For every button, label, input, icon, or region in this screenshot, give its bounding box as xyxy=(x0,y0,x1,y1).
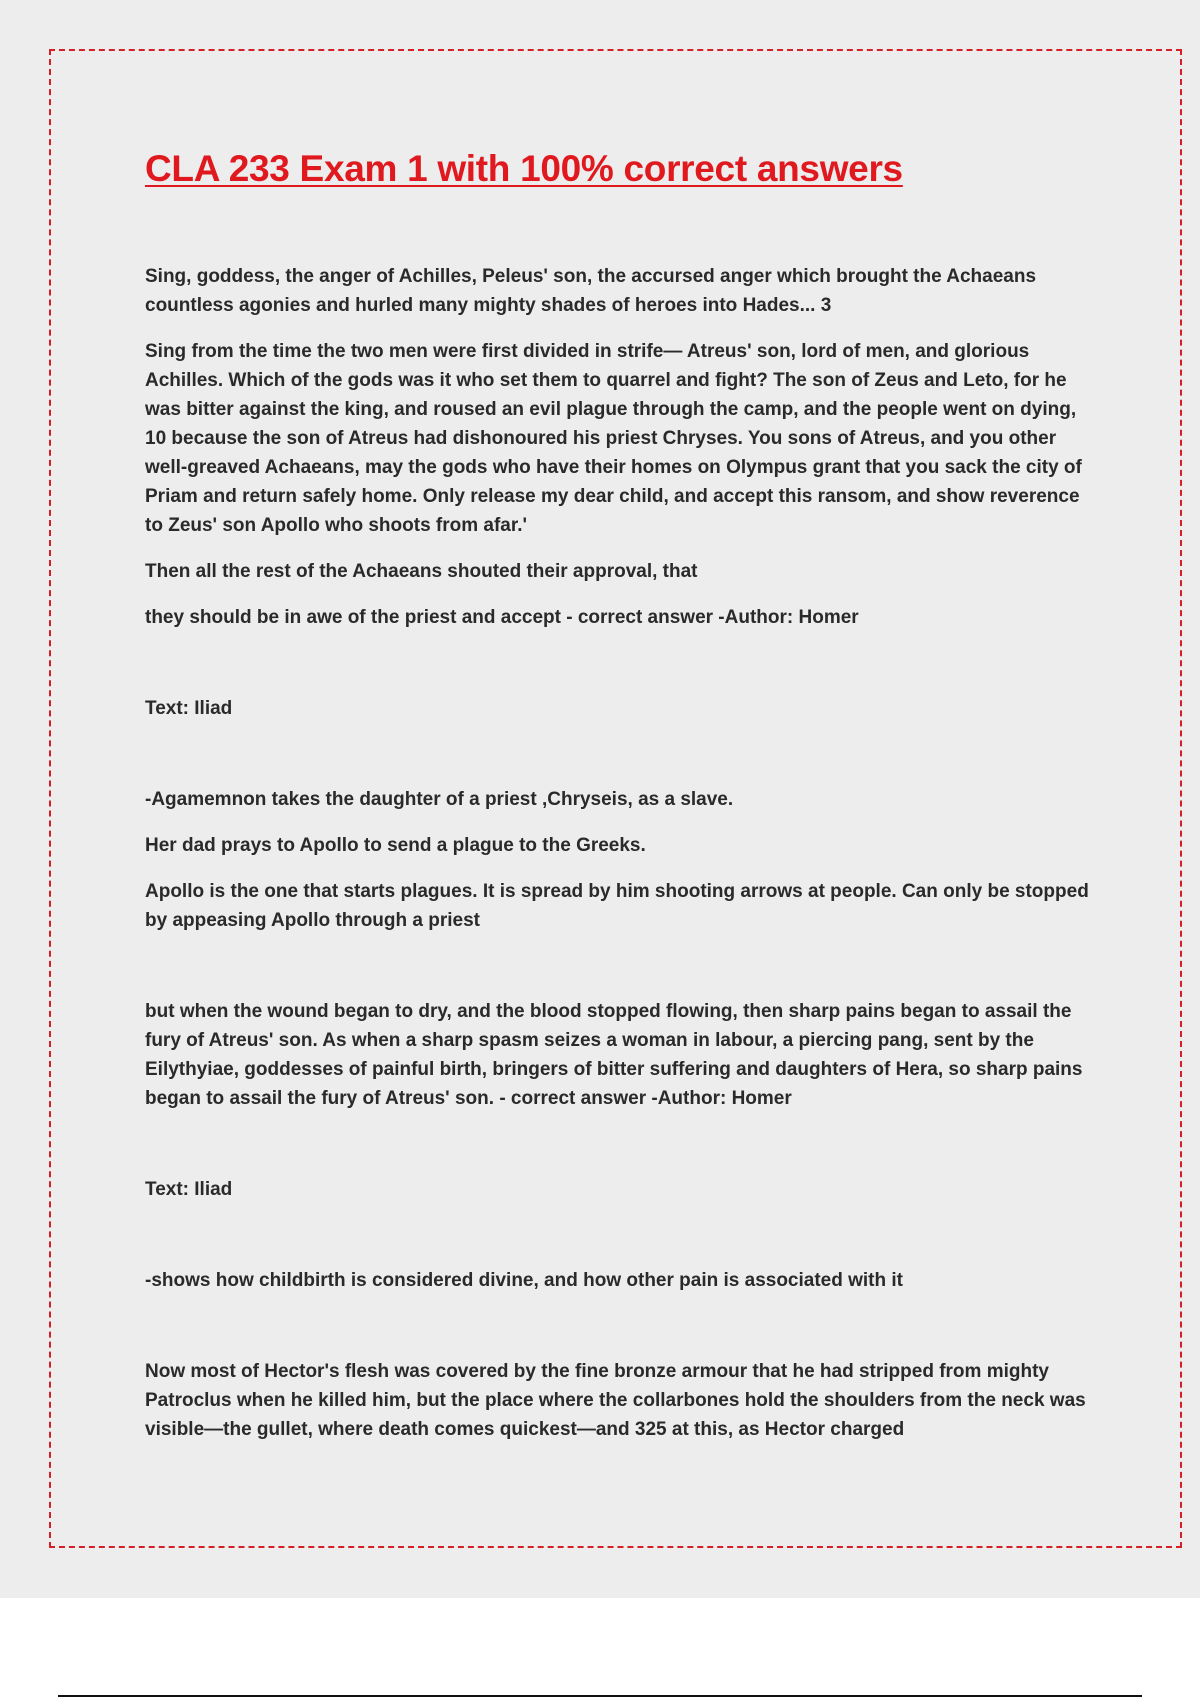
footer-rule xyxy=(58,1695,1142,1697)
paragraph-apollo-plagues-note: Apollo is the one that starts plagues. It is spread by him shooting arrows at people. Can only be stopped by appeasing Apollo through a priest xyxy=(145,881,1089,931)
paragraph-hector-passage: Now most of Hector's flesh was covered by the fine bronze armour that he had stripped from mighty Patroclus when he killed him, but the place where the collarbones hold the shoulders from the neck was visible—the gullet, where death comes quickest—and 325 at this, as Hector charged xyxy=(145,1361,1086,1440)
document-body xyxy=(145,262,1095,1461)
paragraph-childbirth-note: -shows how childbirth is considered divine, and how other pain is associated with it xyxy=(145,1270,903,1291)
paragraph-text-iliad-1: Text: Iliad xyxy=(145,698,233,719)
paragraph-answer-author-1: they should be in awe of the priest and accept - correct answer -Author: Homer xyxy=(145,607,859,628)
paragraph-wound-passage: but when the wound began to dry, and the blood stopped flowing, then sharp pains began to assail the fury of Atreus' son. As when a sharp spasm seizes a woman in labour, a piercing pang, sent by the Eilythyiae, goddesses of painful birth, bringers of bitter suffering and daughters of Hera, so sharp pains began to assail the fury of Atreus' son. - correct answer -Author: Homer xyxy=(145,1001,1083,1109)
paragraph-text-iliad-2: Text: Iliad xyxy=(145,1179,233,1200)
paragraph-iliad-quarrel: Sing from the time the two men were first divided in strife— Atreus' son, lord of men, and glorious Achilles. Which of the gods was it who set them to quarrel and fight? The son of Zeus and Leto, for he was bitter against the king, and roused an evil plague through the camp, and the people went on dying, 10 because the son of Atreus had dishonoured his priest Chryses. You sons of Atreus, and you other well-greaved Achaeans, may the gods who have their homes on Olympus grant that you sack the city of Priam and return safely home. Only release my dear child, and accept this ransom, and show reverence to Zeus' son Apollo who shoots from afar.' xyxy=(145,341,1082,536)
paragraph-achaeans-approval: Then all the rest of the Achaeans shouted their approval, that xyxy=(145,561,698,582)
paragraph-dad-prays-note: Her dad prays to Apollo to send a plague to the Greeks. xyxy=(145,835,646,856)
paragraph-agamemnon-note: -Agamemnon takes the daughter of a priest ,Chryseis, as a slave. xyxy=(145,789,734,810)
document-title: CLA 233 Exam 1 with 100% correct answers xyxy=(145,148,903,189)
paragraph-iliad-opening: Sing, goddess, the anger of Achilles, Peleus' son, the accursed anger which brought the Achaeans countless agonies and hurled many mighty shades of heroes into Hades... 3 xyxy=(145,266,1037,316)
